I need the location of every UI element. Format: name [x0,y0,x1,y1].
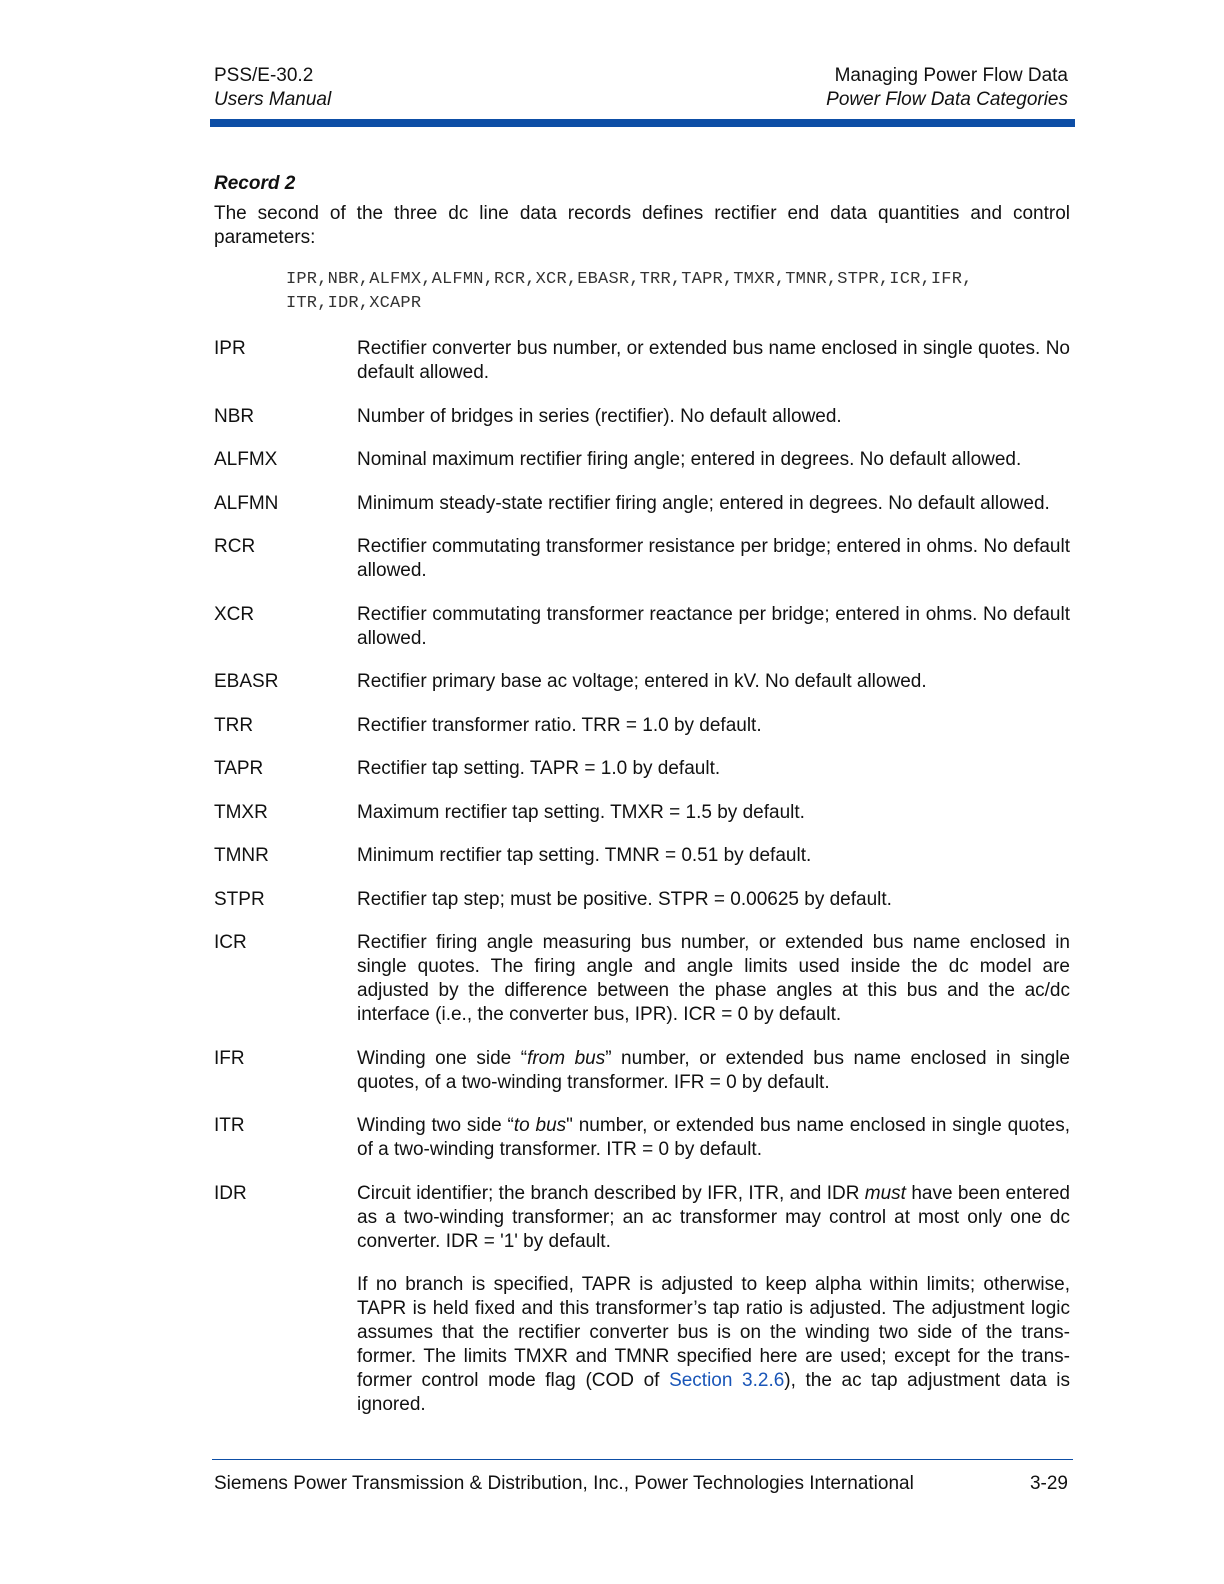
parameter-description [357,1182,1070,1254]
text-segment: have been entered as a two-winding transformer; an ac transformer may control at most only one dc converter. IDR = '1' by default. [357,1182,1070,1252]
parameter-row-ifr [214,1047,1070,1095]
parameter-name: STPR [214,888,265,910]
text-segment: Winding two side “ [357,1115,514,1136]
header-left [214,64,331,112]
parameter-name: TAPR [214,758,264,779]
emphasis-text: to bus [513,1115,567,1136]
text-segment: If no branch is specified, TAPR is adjusted to keep alpha within limits; otherwise, TAPR is held fixed and this transformer’s tap ratio is adjusted. The adjustment logic assumes that the rectifier converter bus is on the winding two side of the transformer. The limits TMXR and TMNR specified here are used; except for the transformer control mode flag (COD of [357,1273,1070,1391]
parameter-row [214,801,1070,825]
parameter-description: Rectifier tap step; must be positive. STPR = 0.00625 by default. [357,888,892,910]
emphasis-text: must [864,1182,906,1204]
parameter-row [214,448,1070,472]
parameter-description [357,1114,1070,1162]
parameter-description: Number of bridges in series (rectifier). No default allowed. [357,405,842,427]
parameter-name: TMNR [214,845,269,866]
text-segment: Winding one side “ [357,1047,528,1069]
parameter-description: Rectifier converter bus number, or extended bus name enclosed in single quotes. No default allowed. [357,338,1070,383]
text-segment: ” number, or extended bus name enclosed in single quotes, of a two-winding transformer. IFR = 0 by default. [357,1047,1070,1093]
text-segment: Circuit identifier; the branch described by IFR, ITR, and IDR [357,1182,865,1204]
parameter-name: RCR [214,536,256,557]
parameter-row [214,670,1070,694]
footer-company: Siemens Power Transmission & Distribution, Inc., Power Technologies International [214,1473,914,1494]
header-rule [210,119,1075,127]
record-intro: The second of the three dc line data records defines rectifier end data quantities and control parameters: [214,203,1070,248]
parameter-description: Minimum rectifier tap setting. TMNR = 0.51 by default. [357,845,812,866]
parameter-name: IFR [214,1047,245,1069]
parameter-description: Rectifier firing angle measuring bus number, or extended bus name enclosed in single quotes. The firing angle and angle limits used inside the dc model are adjusted by the difference between the phase angles at this bus and the ac/dc interface (i.e., the converter bus, IPR). ICR = 0 by default. [357,932,1070,1025]
page-number: 3-29 [1029,1473,1068,1494]
parameter-description [357,1047,1070,1095]
parameter-description: Minimum steady-state rectifier firing angle; entered in degrees. No default allowed. [357,492,1050,514]
text-segment: ), the ac tap adjustment data is ignored. [357,1369,1071,1415]
parameter-name: ALFMX [214,449,278,470]
parameter-description: Rectifier commutating transformer resistance per bridge; entered in ohms. No default allowed. [357,536,1070,581]
parameter-name: IPR [214,338,246,359]
parameter-description: Rectifier transformer ratio. TRR = 1.0 by default. [357,714,762,736]
record-format [286,268,1070,316]
parameter-row [214,492,1070,516]
parameter-row [214,535,1070,583]
parameter-name: ICR [214,932,247,953]
doc-subtitle: Users Manual [214,89,332,110]
parameter-name: NBR [214,405,255,427]
parameter-row [214,405,1070,429]
parameter-row [214,337,1070,385]
parameter-description: Rectifier commutating transformer reactance per bridge; entered in ohms. No default allowed. [357,603,1070,649]
footer-rule [212,1459,1073,1460]
parameter-name: ITR [214,1115,245,1136]
section-title: Power Flow Data Categories [826,89,1068,110]
parameter-description: Nominal maximum rectifier firing angle; entered in degrees. No default allowed. [357,449,1022,470]
parameter-row [214,757,1070,781]
parameter-description: Maximum rectifier tap setting. TMXR = 1.5 by default. [357,801,805,823]
section-link[interactable]: Section 3.2.6 [669,1369,785,1391]
parameter-row [214,844,1070,868]
parameter-name: ALFMN [214,492,279,514]
header-right [826,64,1068,112]
parameter-name: TRR [214,714,254,736]
parameter-description: Rectifier tap setting. TAPR = 1.0 by default. [357,758,721,779]
parameter-name: XCR [214,603,255,625]
parameter-row [214,714,1070,738]
parameter-row-itr [214,1114,1070,1162]
emphasis-text: from bus [527,1047,606,1069]
parameter-name: TMXR [214,801,268,823]
parameter-row [214,888,1070,912]
parameter-description: Rectifier primary base ac voltage; entered in kV. No default allowed. [357,671,927,692]
parameter-row [214,603,1070,651]
record-format-line-1: IPR,NBR,ALFMX,ALFMN,RCR,XCR,EBASR,TRR,TAPR,TMXR,TMNR,STPR,ICR,IFR, [286,270,973,289]
parameter-name: EBASR [214,671,279,692]
page-content [214,172,1070,1417]
text-segment: " number, or extended bus name enclosed in single quotes, of a two-winding transformer. ITR = 0 by default. [357,1115,1070,1160]
parameter-name: IDR [214,1182,247,1204]
doc-title: PSS/E-30.2 [214,65,314,86]
idr-note-paragraph [357,1273,1070,1417]
record-title: Record 2 [214,173,296,194]
parameter-list [214,337,1070,1417]
chapter-title: Managing Power Flow Data [834,65,1068,86]
parameter-row-idr [214,1182,1070,1254]
parameter-row [214,931,1070,1027]
record-format-line-2: ITR,IDR,XCAPR [286,294,422,313]
